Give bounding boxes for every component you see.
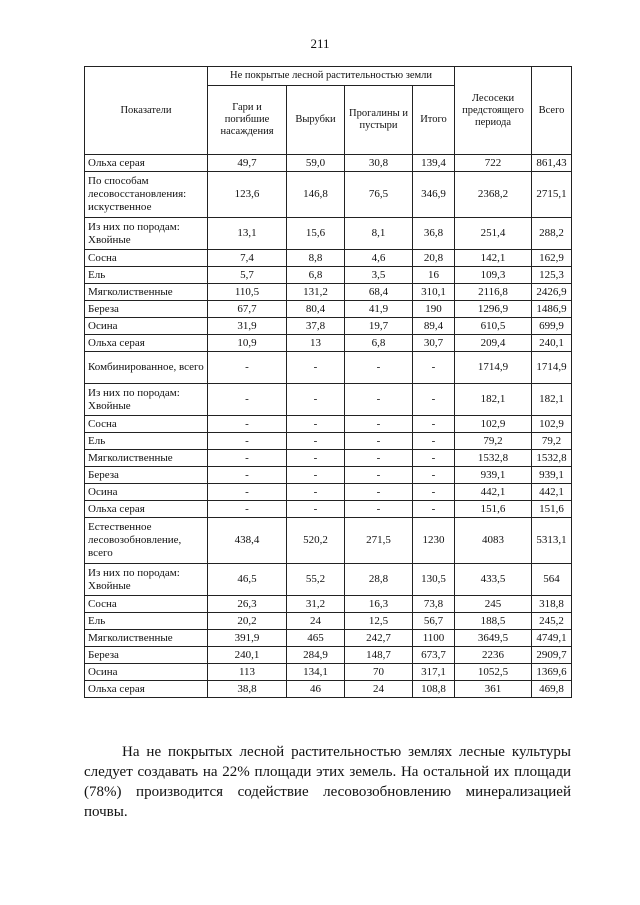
table-cell: 31,2 [287,596,345,613]
table-cell: 79,2 [532,433,572,450]
table-row [85,352,572,384]
table-cell: 391,9 [208,630,287,647]
table-cell: 939,1 [455,467,532,484]
table-row [85,433,572,450]
table-row [85,664,572,681]
table-cell: 28,8 [345,564,413,596]
table-cell: 310,1 [413,284,455,301]
table-cell: 5,7 [208,267,287,284]
row-label: Ель [85,433,208,450]
table-cell: 46 [287,681,345,698]
body-paragraph: На не покрытых лесной растительностью землях лесные культуры следует создавать на 22% площади этих земель. На остальной их площади (78%) производится содействие лесовозобновлению минерализацией почвы. [84,744,571,820]
table-cell: 146,8 [287,172,345,218]
table-cell: 182,1 [455,384,532,416]
table-cell: - [287,501,345,518]
table-cell: 110,5 [208,284,287,301]
row-label: Ель [85,267,208,284]
table-cell: - [287,467,345,484]
forest-regeneration-table [84,66,572,698]
row-label: По способам лесовосстановления: искуственное [85,172,208,218]
table-cell: 49,7 [208,155,287,172]
table-cell: 442,1 [455,484,532,501]
table-cell: 433,5 [455,564,532,596]
table-cell: 1532,8 [532,450,572,467]
table-cell: 317,1 [413,664,455,681]
table-row [85,467,572,484]
row-label: Из них по породам: Хвойные [85,564,208,596]
table-cell: 1714,9 [455,352,532,384]
header-total: Всего [532,67,572,155]
table-cell: - [287,450,345,467]
table-row [85,155,572,172]
table-cell: 182,1 [532,384,572,416]
table-cell: 151,6 [532,501,572,518]
table-cell: 70 [345,664,413,681]
table-cell: - [345,450,413,467]
table-cell: 2368,2 [455,172,532,218]
table-cell: 108,8 [413,681,455,698]
header-burned: Гари и погибшие насаждения [208,86,287,155]
table-cell: 41,9 [345,301,413,318]
table-cell: 1714,9 [532,352,572,384]
table-cell: 148,7 [345,647,413,664]
table-cell: 438,4 [208,518,287,564]
table-cell: 673,7 [413,647,455,664]
table-cell: - [208,467,287,484]
table-cell: - [345,433,413,450]
table-cell: 73,8 [413,596,455,613]
table-row [85,484,572,501]
table-cell: 318,8 [532,596,572,613]
table-cell: 5313,1 [532,518,572,564]
table-cell: - [345,352,413,384]
row-label: Сосна [85,416,208,433]
table-row [85,301,572,318]
header-glades: Прогалины и пустыри [345,86,413,155]
table-cell: 20,2 [208,613,287,630]
table-cell: 37,8 [287,318,345,335]
table-cell: 3,5 [345,267,413,284]
table-cell: 245 [455,596,532,613]
table-cell: 1532,8 [455,450,532,467]
table-cell: 89,4 [413,318,455,335]
table-row [85,630,572,647]
table-cell: 3649,5 [455,630,532,647]
row-label: Осина [85,664,208,681]
table-cell: - [413,433,455,450]
table-cell: 564 [532,564,572,596]
table-cell: 68,4 [345,284,413,301]
table-cell: 465 [287,630,345,647]
table-cell: 102,9 [532,416,572,433]
table-cell: - [208,352,287,384]
row-label: Ольха серая [85,681,208,698]
table-cell: 1486,9 [532,301,572,318]
row-label: Береза [85,467,208,484]
table-cell: 188,5 [455,613,532,630]
table-cell: 56,7 [413,613,455,630]
table-cell: - [413,467,455,484]
row-label: Мягколиственные [85,284,208,301]
table-cell: 20,8 [413,250,455,267]
row-label: Ольха серая [85,155,208,172]
table-cell: 55,2 [287,564,345,596]
table-body [85,155,572,698]
table-cell: 939,1 [532,467,572,484]
table-cell: 162,9 [532,250,572,267]
table-cell: 442,1 [532,484,572,501]
table-cell: 610,5 [455,318,532,335]
table-cell: 284,9 [287,647,345,664]
table-cell: 6,8 [287,267,345,284]
table-cell: 59,0 [287,155,345,172]
row-label: Береза [85,301,208,318]
table-row [85,416,572,433]
table-cell: 271,5 [345,518,413,564]
row-label: Мягколиственные [85,630,208,647]
table-cell: - [413,352,455,384]
table-cell: - [208,484,287,501]
table-cell: 102,9 [455,416,532,433]
row-label: Осина [85,318,208,335]
table-cell: 209,4 [455,335,532,352]
table-cell: 1369,6 [532,664,572,681]
table-cell: - [345,384,413,416]
table-cell: 38,8 [208,681,287,698]
row-label: Из них по породам: Хвойные [85,384,208,416]
row-label: Береза [85,647,208,664]
table-cell: 240,1 [208,647,287,664]
table-cell: 13,1 [208,218,287,250]
table-cell: - [345,501,413,518]
table-cell: 113 [208,664,287,681]
table-cell: - [287,352,345,384]
table-cell: 12,5 [345,613,413,630]
row-label: Ольха серая [85,501,208,518]
table-cell: - [345,416,413,433]
table-cell: 520,2 [287,518,345,564]
table-row [85,518,572,564]
table-cell: 134,1 [287,664,345,681]
table-cell: 190 [413,301,455,318]
table-cell: 139,4 [413,155,455,172]
table-cell: 469,8 [532,681,572,698]
table-cell: 131,2 [287,284,345,301]
table-cell: 4749,1 [532,630,572,647]
table-cell: 2426,9 [532,284,572,301]
row-label: Осина [85,484,208,501]
table-row [85,335,572,352]
table-row [85,250,572,267]
table-row [85,218,572,250]
table-cell: - [208,416,287,433]
header-planned-cutting: Лесосеки предстоящего периода [455,67,532,155]
table-row [85,501,572,518]
table-cell: 861,43 [532,155,572,172]
table-cell: 699,9 [532,318,572,335]
table-cell: 31,9 [208,318,287,335]
row-label: Сосна [85,596,208,613]
table-cell: - [345,484,413,501]
table-cell: - [208,501,287,518]
table-cell: 4083 [455,518,532,564]
row-label: Сосна [85,250,208,267]
table-row [85,384,572,416]
table-cell: - [345,467,413,484]
table-cell: - [287,416,345,433]
table-cell: 1230 [413,518,455,564]
table-cell: 245,2 [532,613,572,630]
table-cell: 1296,9 [455,301,532,318]
table-cell: - [413,416,455,433]
header-clearcuts: Вырубки [287,86,345,155]
table-row [85,647,572,664]
header-group-unforested: Не покрытые лесной растительностью земли [208,67,455,86]
table-cell: 79,2 [455,433,532,450]
table-cell: 30,8 [345,155,413,172]
table-cell: 2236 [455,647,532,664]
row-label: Ольха серая [85,335,208,352]
table-cell: 24 [345,681,413,698]
table-cell: 361 [455,681,532,698]
header-indicators: Показатели [85,67,208,155]
row-label: Из них по породам: Хвойные [85,218,208,250]
table-cell: 19,7 [345,318,413,335]
table-cell: 6,8 [345,335,413,352]
row-label: Ель [85,613,208,630]
table-cell: 251,4 [455,218,532,250]
table-cell: - [208,384,287,416]
table-cell: - [287,484,345,501]
table-cell: 8,1 [345,218,413,250]
table-row [85,596,572,613]
table-row [85,450,572,467]
header-subtotal: Итого [413,86,455,155]
table-cell: 130,5 [413,564,455,596]
table-cell: - [413,450,455,467]
table-row [85,318,572,335]
table-cell: 151,6 [455,501,532,518]
table-cell: 346,9 [413,172,455,218]
table-cell: 4,6 [345,250,413,267]
table-cell: 288,2 [532,218,572,250]
table-cell: 46,5 [208,564,287,596]
table-cell: 1052,5 [455,664,532,681]
page-number: 211 [310,36,330,51]
table-cell: 16 [413,267,455,284]
table-cell: - [413,501,455,518]
table-cell: 16,3 [345,596,413,613]
row-label: Комбинированное, всего [85,352,208,384]
table-row [85,564,572,596]
table-cell: 10,9 [208,335,287,352]
table-cell: 26,3 [208,596,287,613]
table-cell: 67,7 [208,301,287,318]
table-cell: 242,7 [345,630,413,647]
table-cell: - [413,484,455,501]
table-cell: 1100 [413,630,455,647]
table-row [85,284,572,301]
table-row [85,172,572,218]
table-cell: - [208,433,287,450]
table-row [85,613,572,630]
table-cell: 2909,7 [532,647,572,664]
table-cell: - [413,384,455,416]
row-label: Мягколиственные [85,450,208,467]
table-cell: 125,3 [532,267,572,284]
table-cell: 2116,8 [455,284,532,301]
table-cell: 80,4 [287,301,345,318]
table-cell: 24 [287,613,345,630]
table-cell: 123,6 [208,172,287,218]
table-cell: - [208,450,287,467]
table-cell: 36,8 [413,218,455,250]
table-row [85,681,572,698]
table-cell: - [287,433,345,450]
table-cell: 142,1 [455,250,532,267]
table-cell: 2715,1 [532,172,572,218]
row-label: Естественное лесовозобновление, всего [85,518,208,564]
table-cell: 15,6 [287,218,345,250]
table-cell: 240,1 [532,335,572,352]
table-cell: 7,4 [208,250,287,267]
table-cell: 30,7 [413,335,455,352]
table-cell: 13 [287,335,345,352]
table-cell: 76,5 [345,172,413,218]
table-cell: 8,8 [287,250,345,267]
table-cell: - [287,384,345,416]
table-cell: 109,3 [455,267,532,284]
table-cell: 722 [455,155,532,172]
table-row [85,267,572,284]
